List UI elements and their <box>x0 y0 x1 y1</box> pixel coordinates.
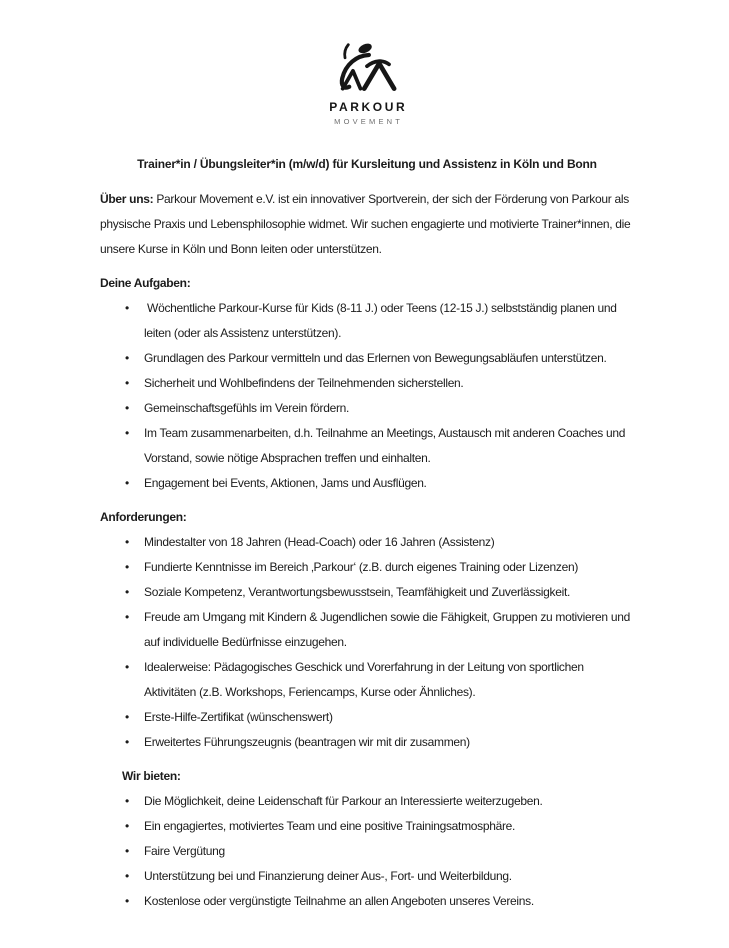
bullet-text: Faire Vergütung <box>144 844 225 858</box>
bullet-item <box>100 839 634 864</box>
bullet-text: Erste-Hilfe-Zertifikat (wünschenswert) <box>144 710 333 724</box>
bullet-text: Freude am Umgang mit Kindern & Jugendlichen sowie die Fähigkeit, Gruppen zu motivieren und auf individuelle Bedürfnisse einzugehen. <box>144 610 633 649</box>
bullet-item <box>100 705 634 730</box>
bullet-text: Grundlagen des Parkour vermitteln und das Erlernen von Bewegungsabläufen unterstützen. <box>144 351 607 365</box>
bullet-text: Soziale Kompetenz, Verantwortungsbewusstsein, Teamfähigkeit und Zuverlässigkeit. <box>144 585 571 599</box>
intro-lead: Über uns: <box>100 192 154 206</box>
bullet-text: Erweitertes Führungszeugnis (beantragen wir mit dir zusammen) <box>144 735 470 749</box>
bullet-item <box>100 396 634 421</box>
bullet-text: Unterstützung bei und Finanzierung deiner Aus-, Fort- und Weiterbildung. <box>144 869 512 883</box>
bullet-text: Kostenlose oder vergünstigte Teilnahme an allen Angeboten unseres Vereins. <box>144 894 534 908</box>
bullet-item <box>100 296 634 346</box>
bullet-text: Im Team zusammenarbeiten, d.h. Teilnahme an Meetings, Austausch mit anderen Coaches und Vorstand, sowie nötige Absprachen treffen und einhalten. <box>144 426 629 465</box>
bullet-text: Sicherheit und Wohlbefindens der Teilnehmenden sicherstellen. <box>144 376 464 390</box>
bullet-item <box>100 371 634 396</box>
bullet-item <box>100 789 634 814</box>
bullet-item <box>100 655 634 705</box>
brand-subtitle: MOVEMENT <box>334 117 404 126</box>
bullet-text: Mindestalter von 18 Jahren (Head-Coach) oder 16 Jahren (Assistenz) <box>144 535 495 549</box>
bullet-text: Wöchentliche Parkour-Kurse für Kids (8-11 J.) oder Teens (12-15 J.) selbstständig planen und leiten (oder als Assistenz unterstützen). <box>144 301 620 340</box>
brand-name: PARKOUR <box>329 100 408 114</box>
bullet-item <box>100 730 634 755</box>
logo <box>100 40 634 126</box>
bullet-item <box>100 814 634 839</box>
intro-paragraph <box>100 187 634 262</box>
bullet-text: Fundierte Kenntnisse im Bereich ‚Parkour‘ (z.B. durch eigenes Training oder Lizenzen) <box>144 560 579 574</box>
section-anforderungen <box>100 505 634 755</box>
bullet-text: Idealerweise: Pädagogisches Geschick und Vorerfahrung in der Leitung von sportlichen Aktivitäten (z.B. Workshops, Feriencamps, Kurse oder Ähnliches). <box>144 660 587 699</box>
bullet-text: Gemeinschaftsgefühls im Verein fördern. <box>144 401 350 415</box>
section-heading-aufgaben: Deine Aufgaben: <box>100 276 191 290</box>
section-wir-bieten <box>100 764 634 914</box>
section-heading-anforderungen: Anforderungen: <box>100 510 187 524</box>
bullet-text: Die Möglichkeit, deine Leidenschaft für Parkour an Interessierte weiterzugeben. <box>144 794 543 808</box>
bullet-text: Ein engagiertes, motiviertes Team und eine positive Trainingsatmosphäre. <box>144 819 516 833</box>
parkour-figure-icon <box>328 40 406 98</box>
bullet-item <box>100 555 634 580</box>
bullet-item <box>100 421 634 471</box>
bullet-text: Engagement bei Events, Aktionen, Jams und Ausflügen. <box>144 476 427 490</box>
bullet-item <box>100 580 634 605</box>
bullet-list-aufgaben <box>100 296 634 496</box>
section-heading-wir-bieten: Wir bieten: <box>122 769 181 783</box>
bullet-item <box>100 346 634 371</box>
bullet-item <box>100 864 634 889</box>
intro-text: Parkour Movement e.V. ist ein innovativer Sportverein, der sich der Förderung von Parkour als physische Praxis und Lebensphilosophie widmet. Wir suchen engagierte und motivierte Trainer*innen, die unsere Kurse in Köln und Bonn leiten oder unterstützen. <box>100 192 631 256</box>
section-aufgaben <box>100 271 634 496</box>
bullet-item <box>100 471 634 496</box>
bullet-item <box>100 530 634 555</box>
bullet-list-wir-bieten <box>100 789 634 914</box>
job-title: Trainer*in / Übungsleiter*in (m/w/d) für Kursleitung und Assistenz in Köln und Bonn <box>137 157 597 171</box>
bullet-item <box>100 889 634 914</box>
bullet-list-anforderungen <box>100 530 634 755</box>
bullet-item <box>100 605 634 655</box>
